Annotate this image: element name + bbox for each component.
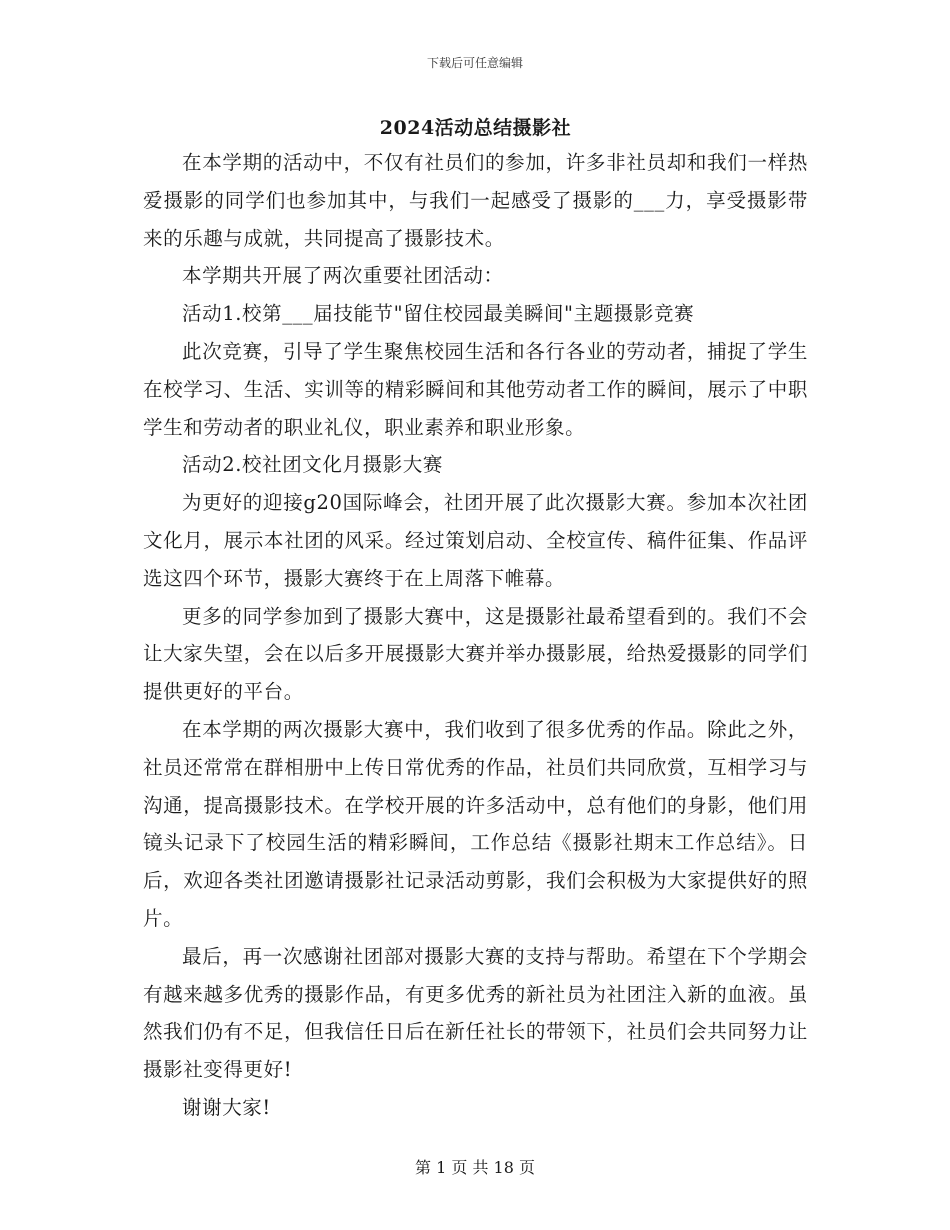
paragraph-activity-2-body: 为更好的迎接g20国际峰会，社团开展了此次摄影大赛。参加本次社团文化月，展示本社团的风采。经过策划启动、全校宣传、稿件征集、作品评选这四个环节，摄影大赛终于在上周落下帷幕。 (143, 491, 808, 590)
document-body (143, 112, 808, 1127)
paragraph-activity-1-heading: 活动1.校第___届技能节"留住校园最美瞬间"主题摄影竞赛 (182, 302, 695, 326)
page-header-note: 下载后可任意编辑 (426, 56, 523, 70)
paragraph-thanks: 最后，再一次感谢社团部对摄影大赛的支持与帮助。希望在下个学期会有越来越多优秀的摄影作品，有更多优秀的新社员为社团注入新的血液。虽然我们仍有不足，但我信任日后在新任社长的带领下，社员们会共同努力让摄影社变得更好! (143, 944, 808, 1082)
document-title: 2024活动总结摄影社 (379, 117, 572, 139)
paragraph-activities-overview: 本学期共开展了两次重要社团活动： (182, 264, 504, 288)
paragraph-intro: 在本学期的活动中，不仅有社员们的参加，许多非社员却和我们一样热爱摄影的同学们也参加其中，与我们一起感受了摄影的___力，享受摄影带来的乐趣与成就，共同提高了摄影技术。 (143, 151, 808, 250)
paragraph-activity-2-heading: 活动2.校社团文化月摄影大赛 (182, 453, 444, 477)
paragraph-works: 在本学期的两次摄影大赛中，我们收到了很多优秀的作品。除此之外，社员还常常在群相册中上传日常优秀的作品，社员们共同欣赏，互相学习与沟通，提高摄影技术。在学校开展的许多活动中，总有他们的身影，他们用镜头记录下了校园生活的精彩瞬间，工作总结《摄影社期末工作总结》。日后，欢迎各类社团邀请摄影社记录活动剪影，我们会积极为大家提供好的照片。 (143, 717, 808, 930)
paragraph-participation: 更多的同学参加到了摄影大赛中，这是摄影社最希望看到的。我们不会让大家失望，会在以后多开展摄影大赛并举办摄影展，给热爱摄影的同学们提供更好的平台。 (143, 604, 808, 704)
paragraph-activity-1-body: 此次竞赛，引导了学生聚焦校园生活和各行各业的劳动者，捕捉了学生在校学习、生活、实训等的精彩瞬间和其他劳动者工作的瞬间，展示了中职学生和劳动者的职业礼仪，职业素养和职业形象。 (143, 339, 808, 439)
paragraph-closing: 谢谢大家! (182, 1095, 271, 1119)
page-number: 第 1 页 共 18 页 (415, 1158, 535, 1177)
